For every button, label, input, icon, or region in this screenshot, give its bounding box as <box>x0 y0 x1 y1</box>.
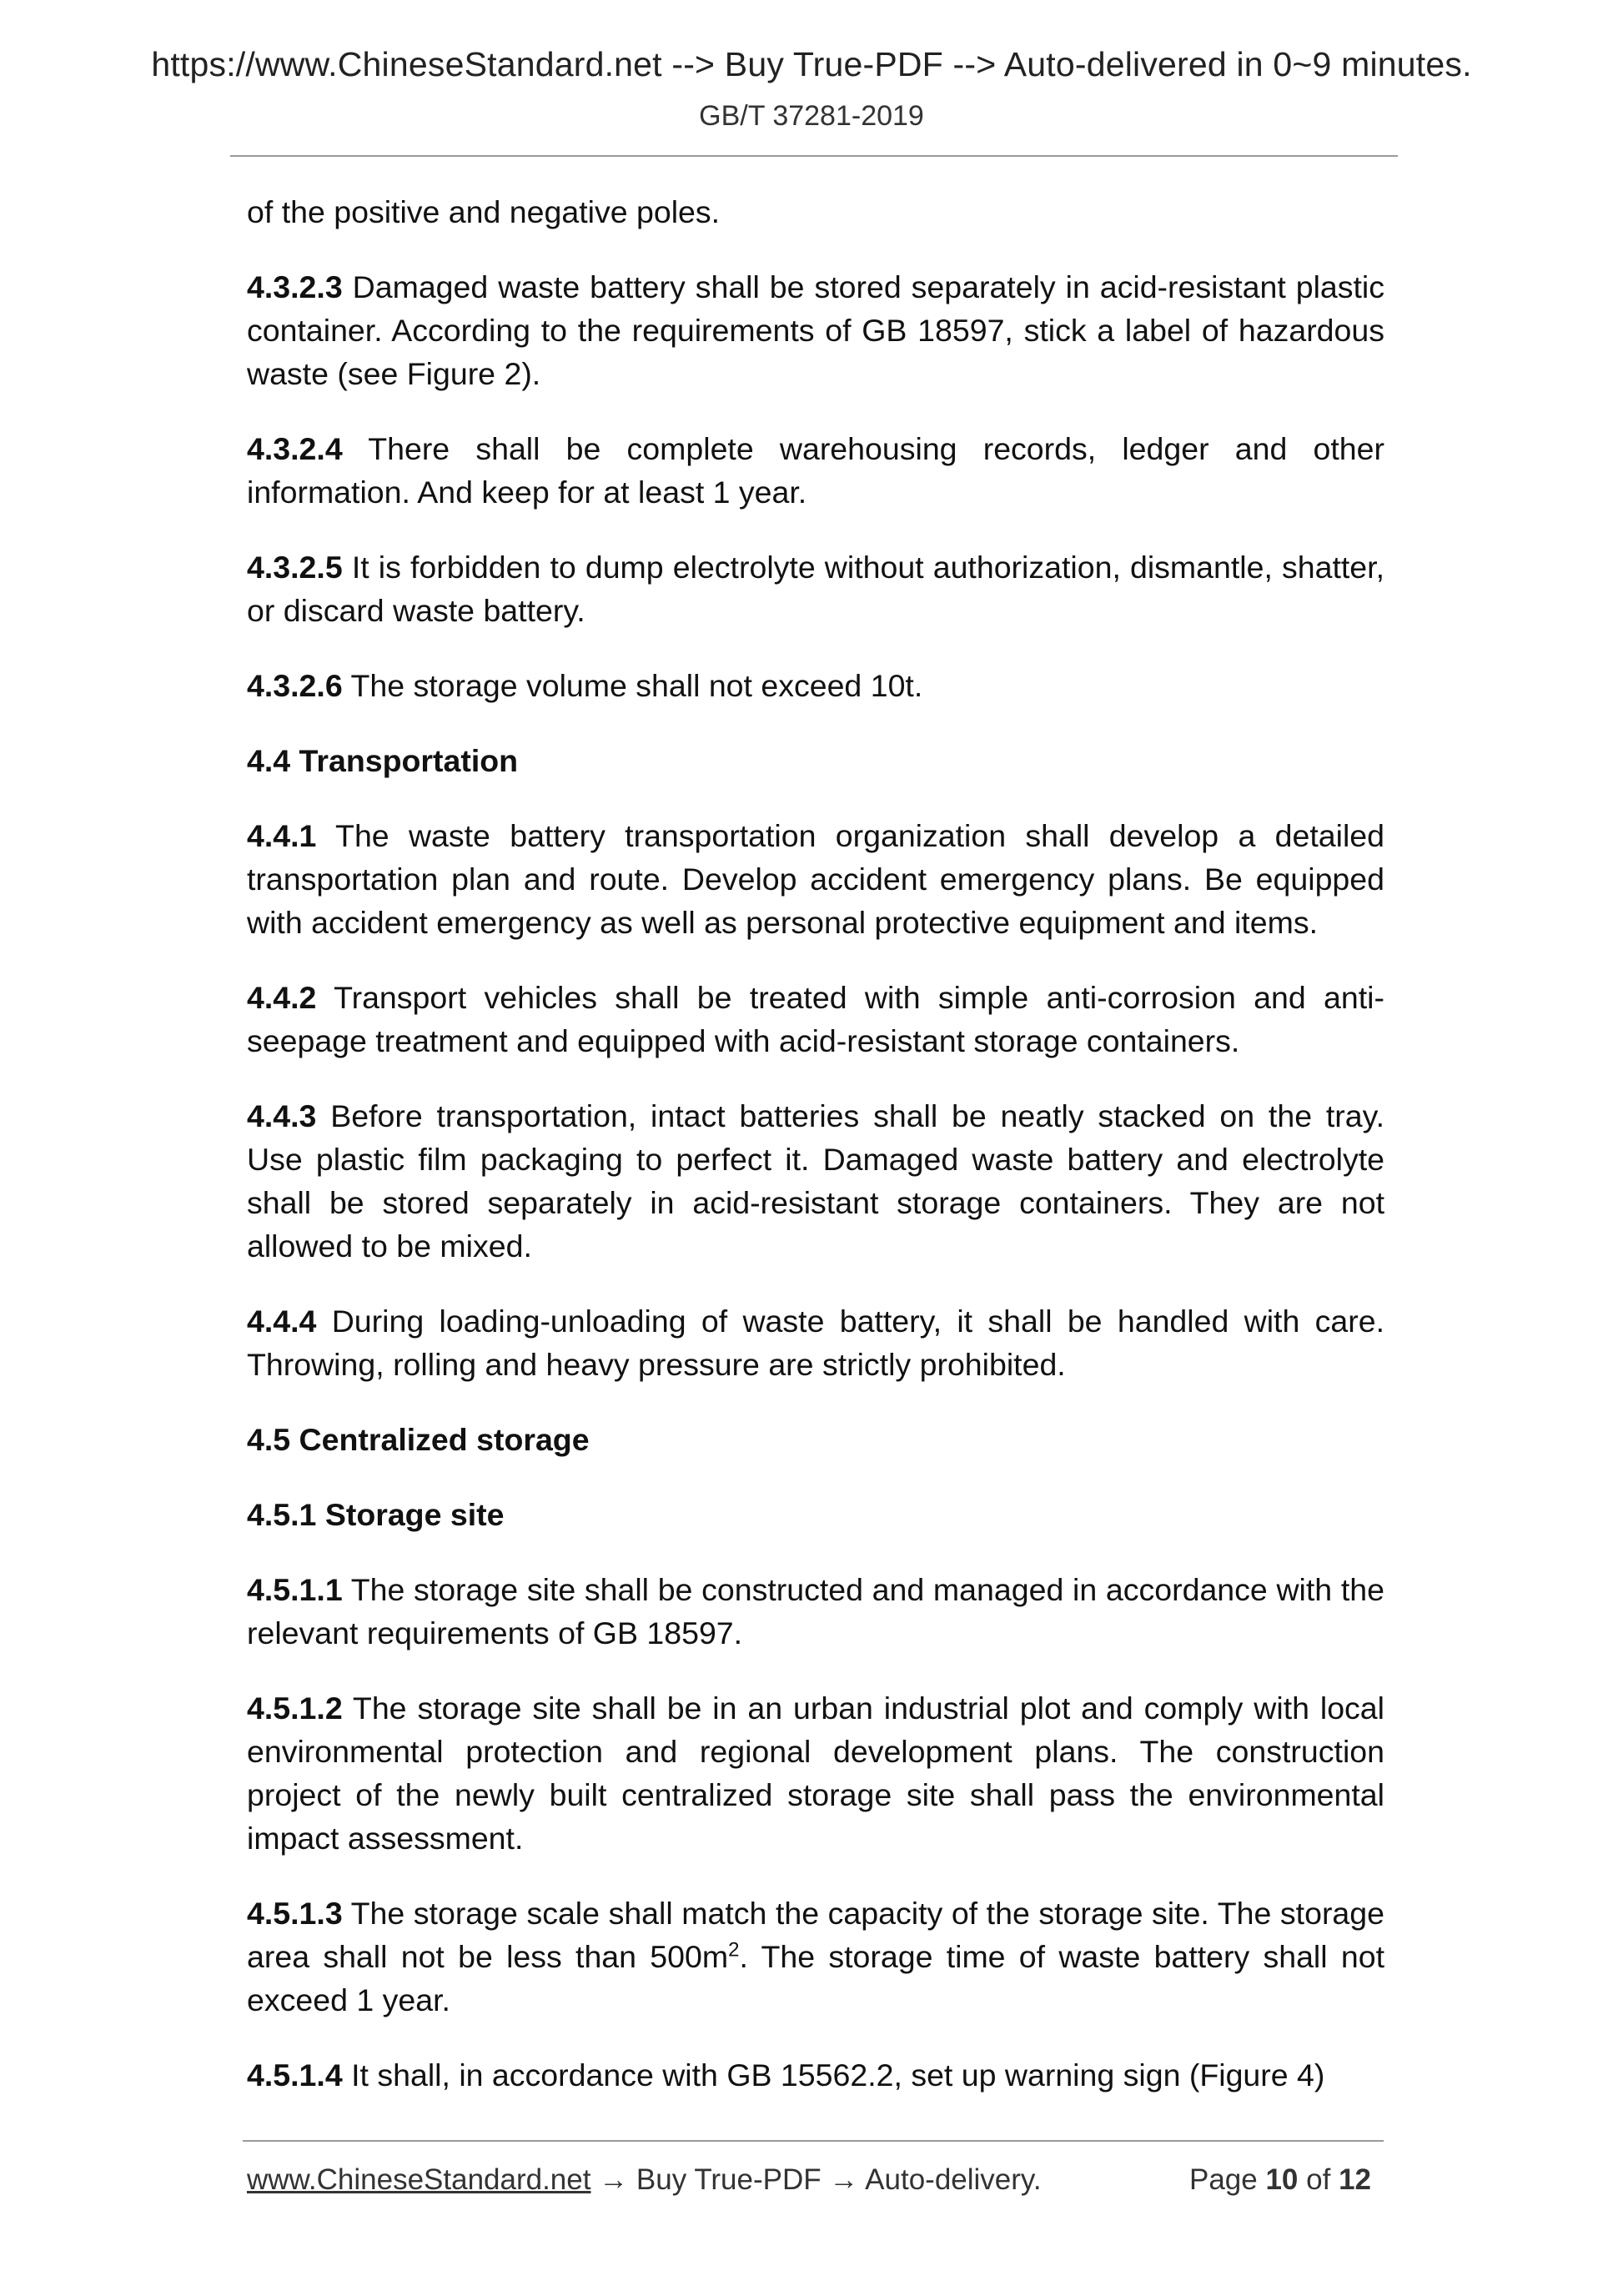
clause-text: The waste battery transportation organization shall develop a detailed transportation plan and route. Develop accident emergency plans. Be equipped with accident emergency as well as personal protective equipment and items. <box>247 818 1384 940</box>
clause-number: 4.4.1 <box>247 818 317 853</box>
clause-text: The storage scale shall match the capacity of the storage site. The storage area shall not be less than 500m <box>247 1896 1384 1974</box>
of-label: of <box>1306 2163 1331 2196</box>
clause-number: 4.4.4 <box>247 1304 317 1339</box>
clause-number: 4.5.1.4 <box>247 2057 343 2093</box>
page-indicator <box>1189 2163 1371 2197</box>
clause-text: During loading-unloading of waste battery, it shall be handled with care. Throwing, rolling and heavy pressure are strictly prohibited. <box>247 1304 1384 1382</box>
document-body <box>247 190 1384 2097</box>
clause-number: 4.3.2.3 <box>247 269 343 304</box>
clause-number: 4.5.1.1 <box>247 1572 343 1607</box>
page-total: 12 <box>1339 2163 1371 2196</box>
clause-4-5-1-2 <box>247 1686 1384 1860</box>
page-number: 10 <box>1265 2163 1299 2196</box>
clause-number: 4.5.1.3 <box>247 1896 343 1931</box>
superscript: 2 <box>728 1938 740 1962</box>
header-divider <box>230 155 1398 157</box>
clause-text: The storage volume shall not exceed 10t. <box>350 668 923 703</box>
clause-4-5-1-4 <box>247 2053 1384 2097</box>
clause-4-3-2-3 <box>247 265 1384 395</box>
paragraph-continuation <box>247 190 1384 234</box>
footer-tagline: → Buy True-PDF → Auto-delivery. <box>590 2163 1042 2196</box>
clause-text: Before transportation, intact batteries shall be neatly stacked on the tray. Use plastic film packaging to perfect it. Damaged waste battery and electrolyte shall be stored separately in acid-resistant storage containers. They are not allowed to be mixed. <box>247 1098 1385 1264</box>
footer-left <box>247 2163 1042 2197</box>
clause-4-5-1-3 <box>247 1892 1384 2022</box>
clause-4-4-3 <box>247 1094 1384 1268</box>
clause-4-3-2-5 <box>247 545 1384 632</box>
clause-number: 4.4.3 <box>247 1098 317 1133</box>
footer-divider <box>243 2140 1384 2142</box>
clause-number: 4.3.2.5 <box>247 550 343 585</box>
clause-text: The storage site shall be in an urban industrial plot and comply with local environmental protection and regional development plans. The construction project of the newly built centralized storage site shall pass the environmental impact assessment. <box>247 1691 1384 1856</box>
clause-4-3-2-4 <box>247 427 1384 514</box>
section-heading-4-4: 4.4 Transportation <box>247 743 519 778</box>
clause-text: There shall be complete warehousing records, ledger and other information. And keep for at least 1 year. <box>247 431 1384 510</box>
clause-text: It shall, in accordance with GB 15562.2, set up warning sign (Figure 4) <box>351 2057 1325 2093</box>
clause-4-5-1-1 <box>247 1568 1384 1655</box>
clause-4-3-2-6 <box>247 664 1384 707</box>
clause-number: 4.5.1.2 <box>247 1691 343 1726</box>
clause-text: Transport vehicles shall be treated with simple anti-corrosion and anti-seepage treatment and equipped with acid-resistant storage containers. <box>247 980 1384 1058</box>
page-label: Page <box>1188 2163 1258 2196</box>
standard-code: GB/T 37281-2019 <box>699 100 924 132</box>
site-link[interactable]: www.ChineseStandard.net <box>247 2163 591 2196</box>
paragraph-text: of the positive and negative poles. <box>247 194 721 229</box>
clause-text: Damaged waste battery shall be stored separately in acid-resistant plastic container. According to the requirements of GB 18597, stick a label of hazardous waste (see Figure 2). <box>247 269 1385 391</box>
clause-number: 4.3.2.6 <box>247 668 343 703</box>
clause-text: It is forbidden to dump electrolyte without authorization, dismantle, shatter, or discard waste battery. <box>247 550 1384 628</box>
clause-4-4-2 <box>247 976 1384 1063</box>
clause-text-after: . The storage time of waste battery shall not exceed 1 year. <box>247 1939 1384 2017</box>
page-footer <box>247 2163 1384 2205</box>
clause-4-4-1 <box>247 814 1384 944</box>
clause-number: 4.3.2.4 <box>247 431 343 466</box>
section-heading-4-5: 4.5 Centralized storage <box>247 1422 590 1457</box>
clause-4-4-4 <box>247 1299 1384 1386</box>
clause-number: 4.4.2 <box>247 980 317 1015</box>
section-heading-4-5-1: 4.5.1 Storage site <box>247 1497 505 1532</box>
clause-text: The storage site shall be constructed and managed in accordance with the relevant requirements of GB 18597. <box>247 1572 1384 1650</box>
header-banner: https://www.ChineseStandard.net --> Buy True-PDF --> Auto-delivered in 0~9 minutes. <box>151 45 1472 83</box>
